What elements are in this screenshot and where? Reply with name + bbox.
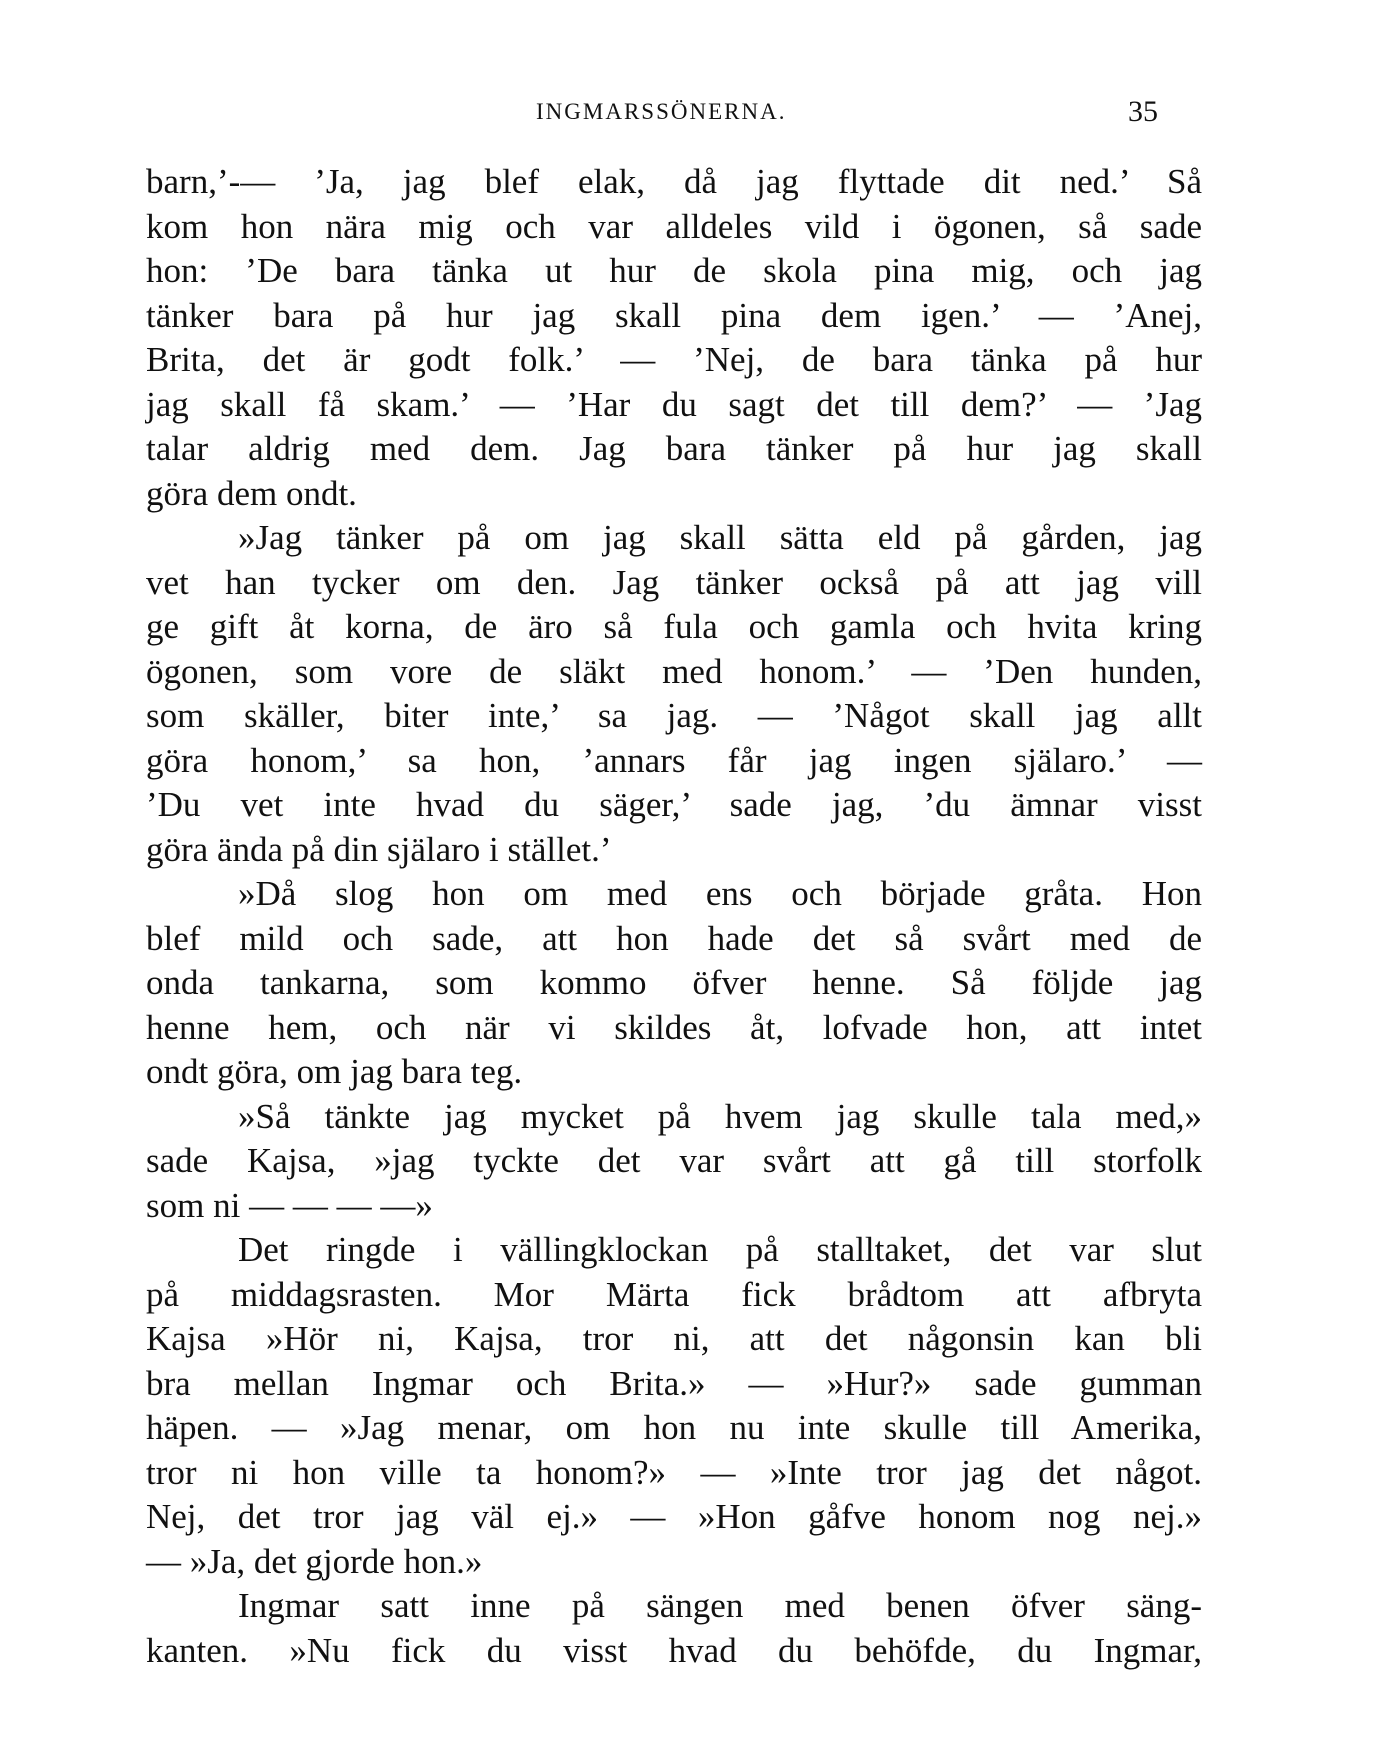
text-line: ’Du vet inte hvad du säger,’ sade jag, ’du ämnar visst	[146, 785, 1202, 824]
text-line: hon: ’De bara tänka ut hur de skola pina mig, och jag	[146, 251, 1202, 290]
text-line: »Då slog hon om med ens och började gråta. Hon	[238, 874, 1202, 913]
running-title: INGMARSSÖNERNA.	[536, 99, 787, 124]
text-line: göra honom,’ sa hon, ’annars får jag ingen själaro.’ —	[146, 740, 1202, 780]
text-line: vet han tycker om den. Jag tänker också på att jag vill	[146, 562, 1202, 602]
page-header	[0, 92, 1400, 132]
text-line: kanten. »Nu fick du visst hvad du behöfde, du Ingmar,	[146, 1630, 1202, 1670]
text-line: Det ringde i vällingklockan på stalltaket, det var slut	[238, 1230, 1202, 1269]
text-line: onda tankarna, som kommo öfver henne. Så följde jag	[146, 963, 1202, 1002]
page-number: 35	[1128, 95, 1158, 128]
text-line: henne hem, och när vi skildes åt, lofvade hon, att intet	[146, 1007, 1202, 1047]
text-line: Nej, det tror jag väl ej.» — »Hon gåfve honom nog nej.»	[146, 1497, 1202, 1536]
text-line: Brita, det är godt folk.’ — ’Nej, de bara tänka på hur	[146, 340, 1202, 379]
text-line: talar aldrig med dem. Jag bara tänker på hur jag skall	[146, 429, 1202, 468]
body-text	[146, 160, 1202, 1673]
text-line: Kajsa »Hör ni, Kajsa, tror ni, att det någonsin kan bli	[146, 1319, 1202, 1358]
text-line: tänker bara på hur jag skall pina dem igen.’ — ’Anej,	[146, 295, 1202, 335]
text-line: sade Kajsa, »jag tyckte det var svårt att gå till storfolk	[146, 1141, 1202, 1180]
text-line: »Så tänkte jag mycket på hvem jag skulle tala med,»	[238, 1096, 1202, 1136]
text-line: ge gift åt korna, de äro så fula och gamla och hvita kring	[146, 607, 1202, 646]
text-line: på middagsrasten. Mor Märta fick brådtom att afbryta	[146, 1274, 1202, 1314]
text-line: »Jag tänker på om jag skall sätta eld på gården, jag	[238, 518, 1202, 557]
text-line: barn,’-— ’Ja, jag blef elak, då jag flyttade dit ned.’ Så	[146, 162, 1202, 201]
text-line: häpen. — »Jag menar, om hon nu inte skulle till Amerika,	[146, 1408, 1202, 1447]
text-line: ögonen, som vore de släkt med honom.’ — ’Den hunden,	[146, 651, 1202, 691]
text-line: — »Ja, det gjorde hon.»	[146, 1541, 483, 1581]
text-line: göra dem ondt.	[146, 473, 357, 513]
text-line: som ni — — — —»	[146, 1185, 433, 1225]
text-line: jag skall få skam.’ — ’Har du sagt det till dem?’ — ’Jag	[146, 384, 1202, 424]
text-line: göra ända på din själaro i stället.’	[146, 829, 612, 869]
text-line: blef mild och sade, att hon hade det så svårt med de	[146, 918, 1202, 958]
text-line: som skäller, biter inte,’ sa jag. — ’Något skall jag allt	[146, 696, 1202, 735]
text-line: bra mellan Ingmar och Brita.» — »Hur?» sade gumman	[146, 1363, 1202, 1403]
text-line: ondt göra, om jag bara teg.	[146, 1052, 523, 1091]
text-line: tror ni hon ville ta honom?» — »Inte tror jag det något.	[146, 1452, 1202, 1492]
text-line: kom hon nära mig och var alldeles vild i ögonen, så sade	[146, 206, 1202, 246]
text-line: Ingmar satt inne på sängen med benen öfver säng-	[238, 1586, 1202, 1625]
